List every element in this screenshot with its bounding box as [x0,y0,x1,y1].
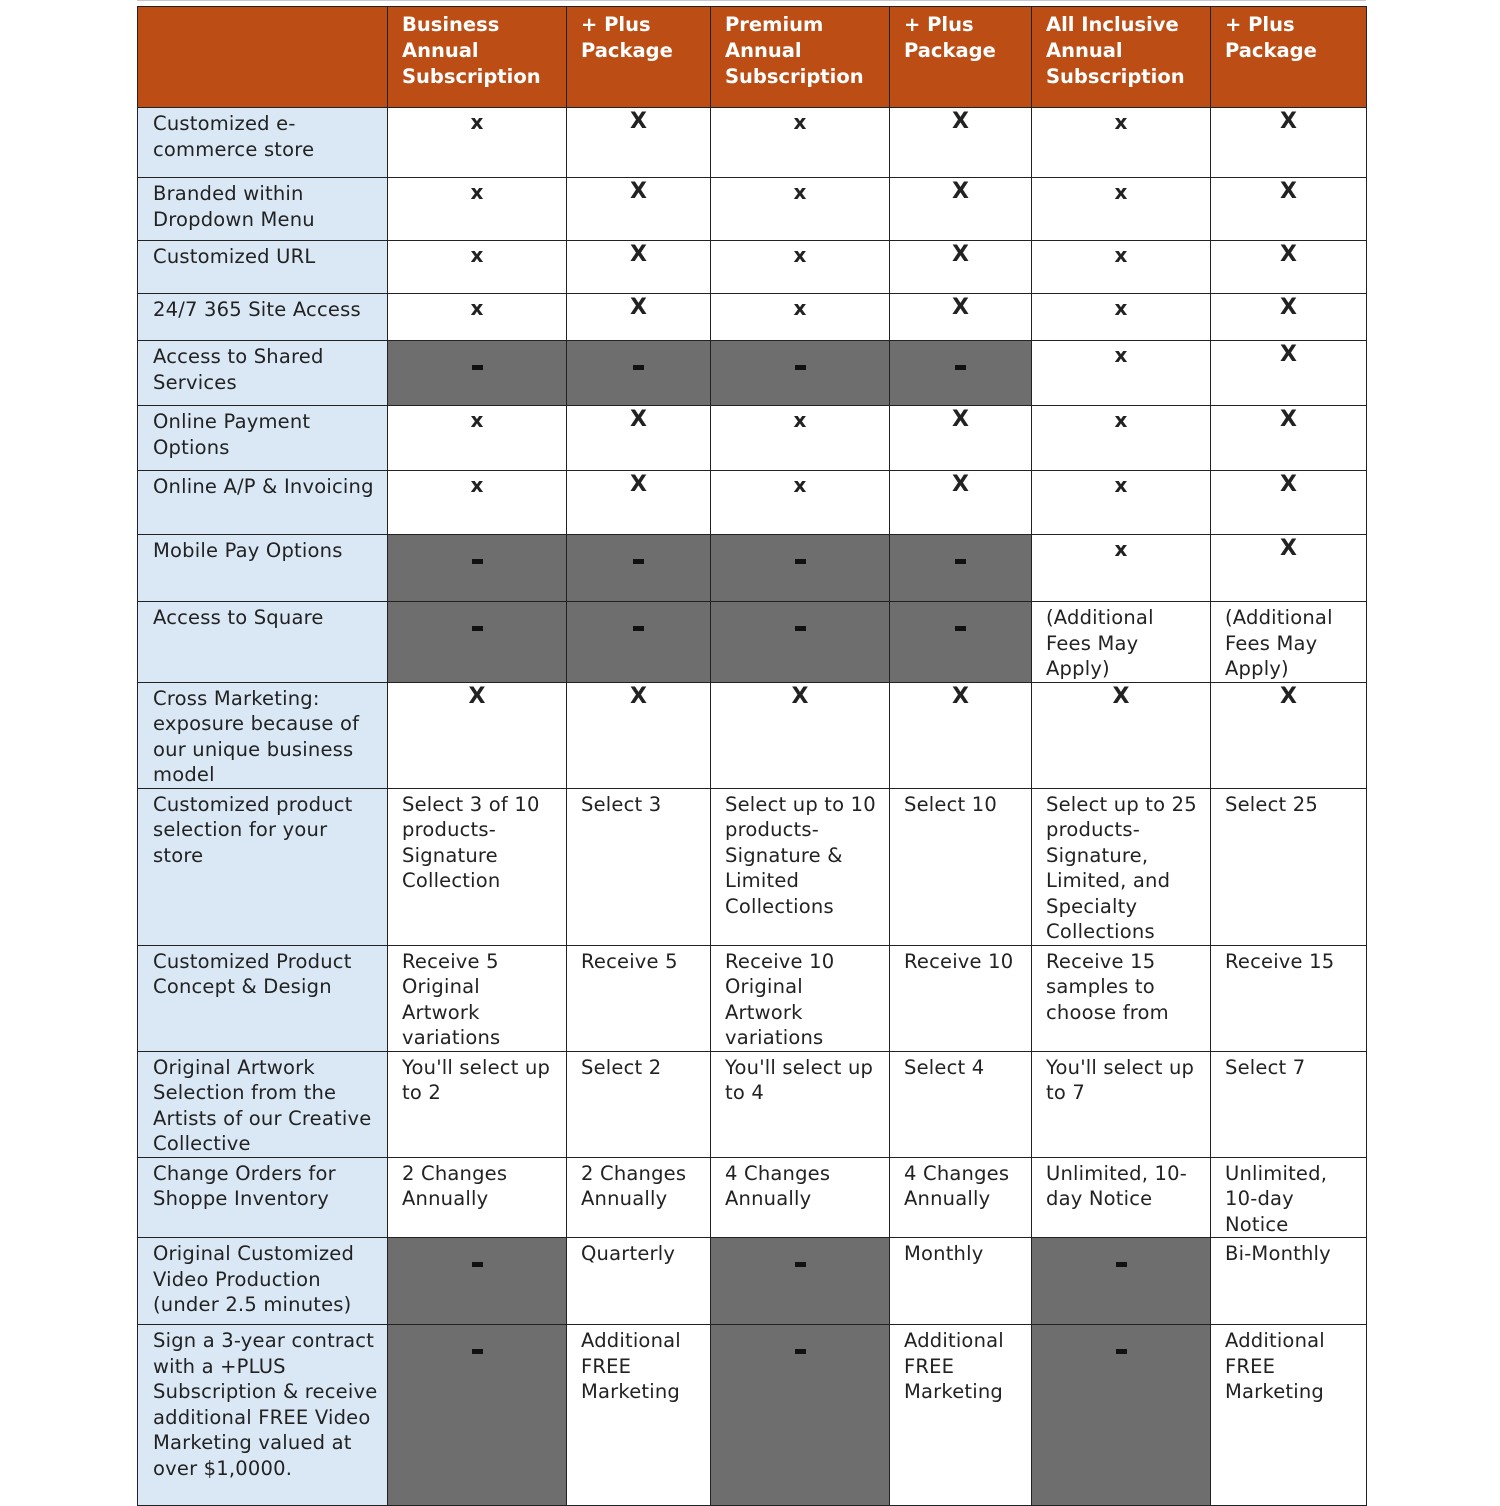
cell-premium-annual-included: x [711,241,890,294]
cell-premium-plus-included: X [890,471,1032,535]
cell-premium-plus-included: X [890,406,1032,471]
cell-premium-annual-included: x [711,108,890,178]
cell-business-plus: Select 3 [567,788,711,945]
table-row [138,108,1367,178]
header-all-inclusive-plus: + Plus Package [1211,7,1367,108]
cell-business-annual: 2 Changes Annually [388,1157,567,1238]
cell-all-inclusive-plus: Select 7 [1211,1051,1367,1157]
feature-label: Change Orders for Shoppe Inventory [138,1157,388,1238]
cell-all-inclusive-annual: Receive 15 samples to choose from [1032,945,1211,1051]
cell-business-plus-included: X [567,406,711,471]
cell-all-inclusive-annual-included: x [1032,241,1211,294]
cell-premium-annual: You'll select up to 4 [711,1051,890,1157]
cell-all-inclusive-plus: (Additional Fees May Apply) [1211,602,1367,683]
cell-business-annual: Receive 5 Original Artwork variations [388,945,567,1051]
table-row [138,178,1367,241]
cell-business-plus-included: X [567,294,711,341]
header-feature-column [138,7,388,108]
feature-label: 24/7 365 Site Access [138,294,388,341]
cell-business-plus: Select 2 [567,1051,711,1157]
dash-icon [633,559,644,564]
cell-all-inclusive-plus: Bi-Monthly [1211,1238,1367,1325]
cell-business-plus: Quarterly [567,1238,711,1325]
page-top-rule [137,0,1366,1]
cell-business-annual-not-included [388,1238,567,1325]
cell-premium-plus-included: X [890,108,1032,178]
feature-label: Original Artwork Selection from the Artists of our Creative Collective [138,1051,388,1157]
cell-business-annual-not-included [388,1325,567,1506]
cell-business-annual: You'll select up to 2 [388,1051,567,1157]
table-row [138,1238,1367,1325]
feature-label: Branded within Dropdown Menu [138,178,388,241]
cell-business-plus-not-included [567,341,711,406]
feature-label: Access to Shared Services [138,341,388,406]
dash-icon [955,626,966,631]
cell-premium-plus-included: X [890,241,1032,294]
table-row [138,1325,1367,1506]
cell-premium-annual-not-included [711,1238,890,1325]
cell-business-annual-included: x [388,471,567,535]
table-row [138,602,1367,683]
cell-premium-annual-not-included [711,1325,890,1506]
cell-business-plus-not-included [567,535,711,602]
feature-label: Customized product selection for your store [138,788,388,945]
header-business-annual: Business Annual Subscription [388,7,567,108]
dash-icon [472,1262,483,1267]
cell-business-annual-included: x [388,294,567,341]
cell-all-inclusive-plus: Unlimited, 10-day Notice [1211,1157,1367,1238]
cell-premium-annual-included: X [711,682,890,788]
cell-business-annual-included: x [388,178,567,241]
dash-icon [472,1349,483,1354]
cell-all-inclusive-annual: Unlimited, 10-day Notice [1032,1157,1211,1238]
table-row [138,406,1367,471]
table-row [138,682,1367,788]
cell-all-inclusive-plus-included: X [1211,341,1367,406]
dash-icon [633,365,644,370]
cell-all-inclusive-plus: Receive 15 [1211,945,1367,1051]
cell-business-annual-not-included [388,602,567,683]
dash-icon [795,1349,806,1354]
feature-label: Customized URL [138,241,388,294]
cell-all-inclusive-annual-included: x [1032,178,1211,241]
cell-premium-plus: Receive 10 [890,945,1032,1051]
feature-label: Access to Square [138,602,388,683]
cell-all-inclusive-annual-not-included [1032,1238,1211,1325]
cell-all-inclusive-plus-included: X [1211,178,1367,241]
cell-premium-plus-not-included [890,535,1032,602]
dash-icon [472,365,483,370]
dash-icon [955,559,966,564]
cell-business-plus-included: X [567,471,711,535]
table-row [138,535,1367,602]
cell-premium-plus: Additional FREE Marketing [890,1325,1032,1506]
cell-premium-plus-included: X [890,294,1032,341]
cell-business-annual-not-included [388,341,567,406]
cell-premium-plus: 4 Changes Annually [890,1157,1032,1238]
cell-all-inclusive-plus-included: X [1211,241,1367,294]
cell-premium-annual: 4 Changes Annually [711,1157,890,1238]
dash-icon [955,365,966,370]
cell-premium-annual-included: x [711,471,890,535]
feature-label: Online A/P & Invoicing [138,471,388,535]
cell-premium-annual-not-included [711,535,890,602]
cell-premium-annual-not-included [711,602,890,683]
feature-label: Cross Marketing: exposure because of our unique business model [138,682,388,788]
header-premium-annual: Premium Annual Subscription [711,7,890,108]
cell-all-inclusive-plus-included: X [1211,108,1367,178]
cell-all-inclusive-annual-not-included [1032,1325,1211,1506]
cell-all-inclusive-annual-included: x [1032,294,1211,341]
subscription-comparison-table [137,6,1367,1506]
cell-business-annual-included: x [388,406,567,471]
cell-business-annual-included: x [388,108,567,178]
header-premium-plus: + Plus Package [890,7,1032,108]
cell-all-inclusive-plus-included: X [1211,294,1367,341]
dash-icon [472,626,483,631]
cell-premium-plus-included: X [890,682,1032,788]
cell-premium-annual-included: x [711,294,890,341]
cell-premium-plus-not-included [890,341,1032,406]
cell-all-inclusive-annual: You'll select up to 7 [1032,1051,1211,1157]
cell-business-annual-included: X [388,682,567,788]
feature-label: Customized Product Concept & Design [138,945,388,1051]
cell-premium-plus: Monthly [890,1238,1032,1325]
cell-all-inclusive-plus: Select 25 [1211,788,1367,945]
dash-icon [795,1262,806,1267]
cell-business-plus: 2 Changes Annually [567,1157,711,1238]
feature-label: Online Payment Options [138,406,388,471]
cell-business-annual-included: x [388,241,567,294]
dash-icon [1116,1262,1127,1267]
cell-all-inclusive-annual-included: x [1032,108,1211,178]
dash-icon [1116,1349,1127,1354]
table-row [138,241,1367,294]
feature-label: Sign a 3-year contract with a +PLUS Subscription & receive additional FREE Video Marketing valued at over $1,0000. [138,1325,388,1506]
cell-all-inclusive-plus-included: X [1211,471,1367,535]
cell-all-inclusive-plus-included: X [1211,535,1367,602]
feature-label: Mobile Pay Options [138,535,388,602]
cell-premium-annual-included: x [711,178,890,241]
table-row [138,294,1367,341]
cell-premium-annual: Select up to 10 products- Signature & Limited Collections [711,788,890,945]
table-row [138,788,1367,945]
cell-all-inclusive-annual-included: x [1032,535,1211,602]
cell-business-plus-included: X [567,682,711,788]
cell-all-inclusive-annual-included: x [1032,406,1211,471]
cell-premium-plus-included: X [890,178,1032,241]
cell-all-inclusive-annual: (Additional Fees May Apply) [1032,602,1211,683]
cell-all-inclusive-annual-included: X [1032,682,1211,788]
cell-premium-plus-not-included [890,602,1032,683]
dash-icon [633,626,644,631]
cell-business-plus-included: X [567,241,711,294]
cell-business-annual-not-included [388,535,567,602]
cell-premium-annual-included: x [711,406,890,471]
cell-business-plus: Additional FREE Marketing [567,1325,711,1506]
header-business-plus: + Plus Package [567,7,711,108]
cell-all-inclusive-annual: Select up to 25 products- Signature, Limited, and Specialty Collections [1032,788,1211,945]
cell-premium-plus: Select 10 [890,788,1032,945]
table-row [138,1157,1367,1238]
table-row [138,1051,1367,1157]
header-row [138,7,1367,108]
feature-label: Customized e-commerce store [138,108,388,178]
cell-business-plus-not-included [567,602,711,683]
header-all-inclusive-annual: All Inclusive Annual Subscription [1032,7,1211,108]
table-row [138,341,1367,406]
cell-business-annual: Select 3 of 10 products- Signature Collection [388,788,567,945]
cell-all-inclusive-plus-included: X [1211,406,1367,471]
dash-icon [795,365,806,370]
dash-icon [795,559,806,564]
dash-icon [472,559,483,564]
cell-business-plus-included: X [567,108,711,178]
cell-all-inclusive-annual-included: x [1032,471,1211,535]
cell-premium-plus: Select 4 [890,1051,1032,1157]
table-row [138,945,1367,1051]
cell-all-inclusive-plus-included: X [1211,682,1367,788]
cell-all-inclusive-annual-included: x [1032,341,1211,406]
table-row [138,471,1367,535]
cell-premium-annual-not-included [711,341,890,406]
dash-icon [795,626,806,631]
cell-premium-annual: Receive 10 Original Artwork variations [711,945,890,1051]
cell-all-inclusive-plus: Additional FREE Marketing [1211,1325,1367,1506]
cell-business-plus-included: X [567,178,711,241]
cell-business-plus: Receive 5 [567,945,711,1051]
feature-label: Original Customized Video Production (under 2.5 minutes) [138,1238,388,1325]
